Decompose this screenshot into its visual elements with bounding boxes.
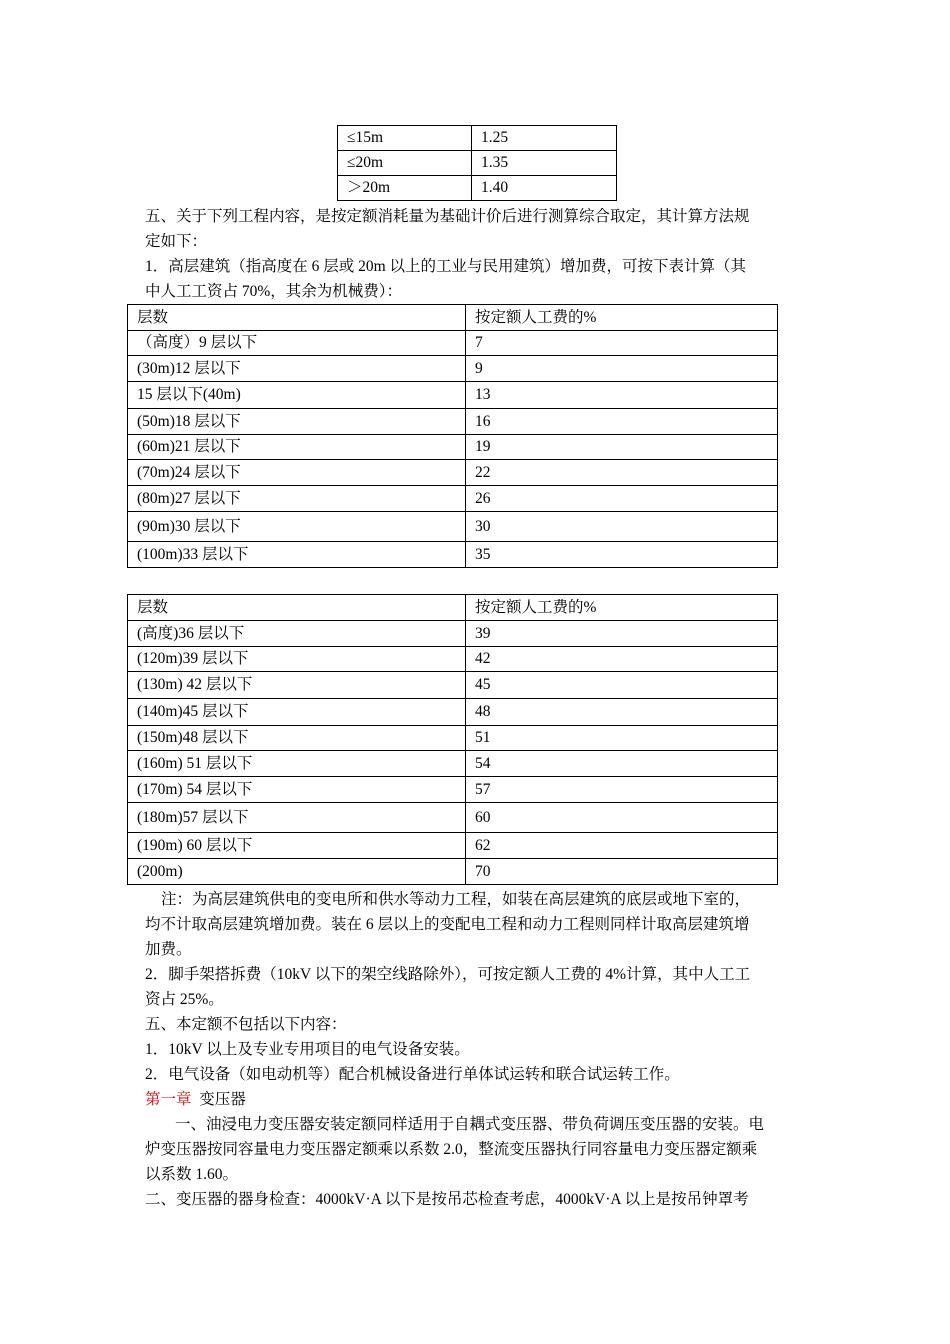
table-row: ≤20m 1.35 (338, 151, 617, 176)
table-row: (200m) 70 (128, 859, 778, 885)
column-header: 按定额人工费的% (466, 595, 778, 621)
section5b-heading: 五、本定额不包括以下内容： (145, 1016, 347, 1033)
ch1-para1-line1: 一、油浸电力变压器安装定额同样适用于自耦式变压器、带负荷调压变压器的安装。电 (175, 1116, 765, 1133)
table-row: ≤15m 1.25 (338, 126, 617, 151)
item1-intro-line2: 中人工工资占 70%，其余为机械费）： (145, 283, 403, 300)
table-row: (190m) 60 层以下 62 (128, 833, 778, 859)
table-row: 15 层以下(40m) 13 (128, 382, 778, 409)
table-row: (100m)33 层以下 35 (128, 542, 778, 568)
ch1-para1-line3: 以系数 1.60。 (145, 1166, 239, 1183)
table-row: (80m)27 层以下 26 (128, 486, 778, 512)
table-row: (180m)57 层以下 60 (128, 803, 778, 833)
note-line1: 注：为高层建筑供电的变电所和供水等动力工程，如装在高层建筑的底层或地下室的， (161, 891, 751, 908)
column-header: 层数 (128, 595, 466, 621)
column-header: 层数 (128, 305, 466, 331)
highrise-surcharge-table-a (127, 304, 778, 568)
chapter-heading (145, 1087, 810, 1112)
ch1-para1-line2: 炉变压器按同容量电力变压器定额乘以系数 2.0，整流变压器执行同容量电力变压器定额乘 (145, 1141, 758, 1158)
height-coefficient-table (337, 125, 617, 201)
column-header: 按定额人工费的% (466, 305, 778, 331)
table-row: (高度)36 层以下 39 (128, 621, 778, 647)
table-row: (30m)12 层以下 9 (128, 356, 778, 382)
table-header-row (128, 595, 778, 621)
table-row: (120m)39 层以下 42 (128, 647, 778, 672)
note-line3: 加费。 (145, 941, 192, 958)
ch1-para2-line1: 二、变压器的器身检查：4000kV·A 以下是按吊芯检查考虑，4000kV·A 以上是按吊钟罩考 (145, 1191, 749, 1208)
table-row: （高度）9 层以下 7 (128, 331, 778, 356)
item2-line1: 2．脚手架搭拆费（10kV 以下的架空线路除外），可按定额人工费的 4%计算，其中人工工 (145, 966, 751, 983)
chapter-label: 第一章 (145, 1091, 192, 1108)
table-row: (70m)24 层以下 22 (128, 460, 778, 486)
chapter-title: 变压器 (199, 1091, 246, 1108)
table-row: (90m)30 层以下 30 (128, 512, 778, 542)
item1-intro-line1: 1．高层建筑（指高度在 6 层或 20m 以上的工业与民用建筑）增加费，可按下表计算（其 (145, 258, 747, 275)
exclude-item-1: 1．10kV 以上及专业专用项目的电气设备安装。 (145, 1041, 470, 1058)
table-row: (140m)45 层以下 48 (128, 699, 778, 726)
table-row: (160m) 51 层以下 54 (128, 751, 778, 777)
section5-intro-line2: 定如下： (145, 233, 208, 250)
section5-intro-line1: 五、关于下列工程内容，是按定额消耗量为基础计价后进行测算综合取定，其计算方法规 (145, 208, 750, 225)
item2-line2: 资占 25%。 (145, 991, 224, 1008)
table-row: (170m) 54 层以下 57 (128, 777, 778, 803)
table-row: (60m)21 层以下 19 (128, 435, 778, 460)
exclude-item-2: 2．电气设备（如电动机等）配合机械设备进行单体试运转和联合试运转工作。 (145, 1066, 680, 1083)
table-row: ＞20m 1.40 (338, 176, 617, 201)
table-row: (50m)18 层以下 16 (128, 409, 778, 435)
note-line2: 均不计取高层建筑增加费。装在 6 层以上的变配电工程和动力工程则同样计取高层建筑增 (145, 916, 750, 933)
table-header-row (128, 305, 778, 331)
table-row: (130m) 42 层以下 45 (128, 672, 778, 699)
highrise-surcharge-table-b (127, 594, 778, 885)
table-row: (150m)48 层以下 51 (128, 726, 778, 751)
